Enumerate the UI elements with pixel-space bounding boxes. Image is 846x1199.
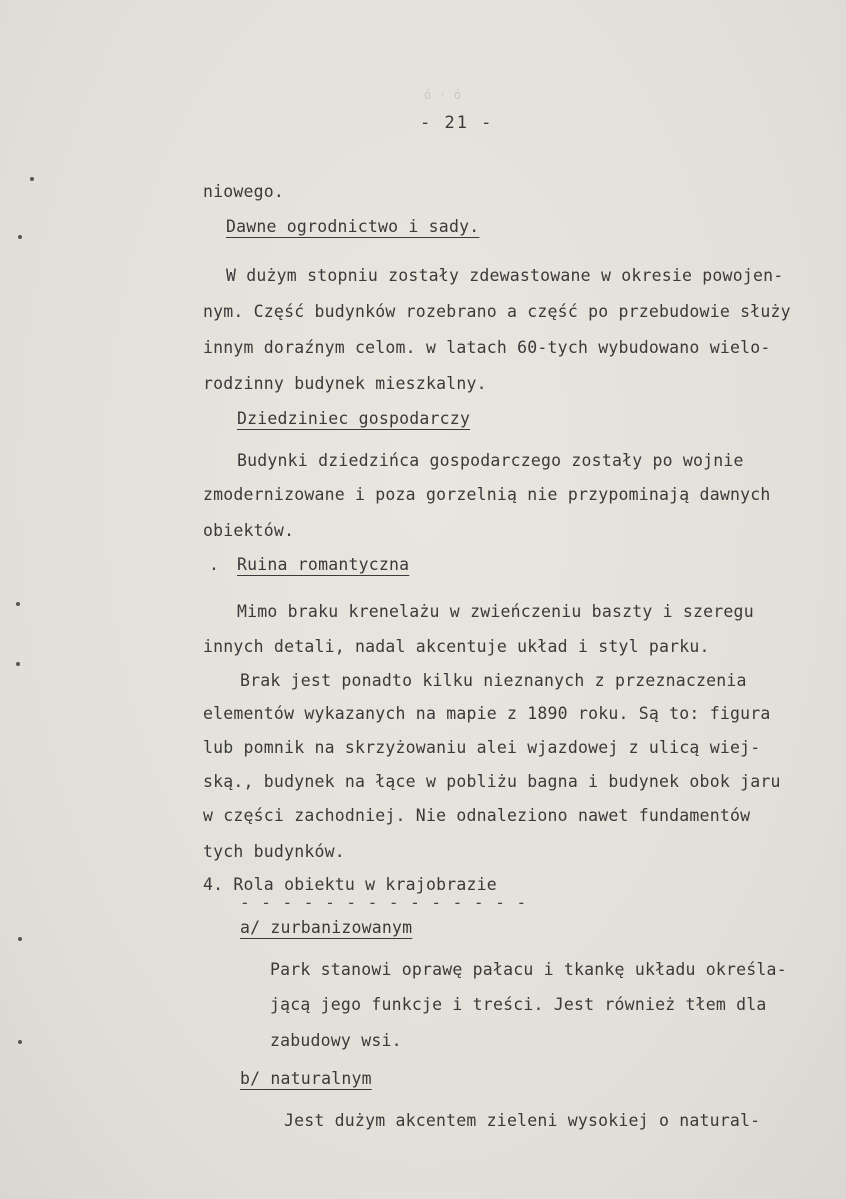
text-line: Mimo braku krenelażu w zwieńczeniu baszty i szeregu <box>237 602 754 621</box>
text-line: obiektów. <box>203 521 295 540</box>
text-line: jącą jego funkcje i treści. Jest również tłem dla <box>270 995 767 1014</box>
text-line: Brak jest ponadto kilku nieznanych z przeznaczenia <box>240 671 747 690</box>
section-heading: Ruina romantyczna <box>237 555 410 574</box>
subsection-label: b/ naturalnym <box>240 1069 372 1088</box>
text-line: rodzinny budynek mieszkalny. <box>203 374 487 393</box>
text-line: nym. Część budynków rozebrano a część po przebudowie służy <box>203 302 791 321</box>
text-line: zabudowy wsi. <box>270 1031 402 1050</box>
margin-mark <box>18 1040 22 1044</box>
margin-mark <box>18 235 22 239</box>
text-line: innych detali, nadal akcentuje układ i styl parku. <box>203 637 710 656</box>
text-line: elementów wykazanych na mapie z 1890 roku. Są to: figura <box>203 704 771 723</box>
page-number: - 21 - <box>420 113 494 133</box>
text-line: Jest dużym akcentem zieleni wysokiej o natural- <box>284 1111 761 1130</box>
section-heading: 4. Rola obiektu w krajobrazie <box>203 875 497 894</box>
margin-mark <box>16 602 20 606</box>
text-line: zmodernizowane i poza gorzelnią nie przypominają dawnych <box>203 485 771 504</box>
text-line: lub pomnik na skrzyżowaniu alei wjazdowej z ulicą wiej- <box>203 738 761 757</box>
section-heading: Dziedziniec gospodarczy <box>237 409 471 428</box>
faint-mark: ó · ó <box>424 88 462 102</box>
text-line: W dużym stopniu zostały zdewastowane w okresie powojen- <box>226 266 784 285</box>
margin-mark <box>16 662 20 666</box>
heading-bullet: . <box>209 555 220 574</box>
text-line: niowego. <box>203 182 285 201</box>
text-line: w części zachodniej. Nie odnaleziono nawet fundamentów <box>203 806 751 825</box>
subsection-label: a/ zurbanizowanym <box>240 918 413 937</box>
section-heading: Dawne ogrodnictwo i sady. <box>226 217 480 236</box>
text-line: Budynki dziedzińca gospodarczego zostały po wojnie <box>237 451 744 470</box>
margin-mark <box>18 937 22 941</box>
margin-mark <box>30 177 34 181</box>
dashed-underline: - - - - - - - - - - - - - - <box>240 893 528 912</box>
text-line: Park stanowi oprawę pałacu i tkankę układu określa- <box>270 960 787 979</box>
text-line: tych budynków. <box>203 842 345 861</box>
text-line: ską., budynek na łące w pobliżu bagna i budynek obok jaru <box>203 772 781 791</box>
text-line: innym doraźnym celom. w latach 60-tych wybudowano wielo- <box>203 338 771 357</box>
